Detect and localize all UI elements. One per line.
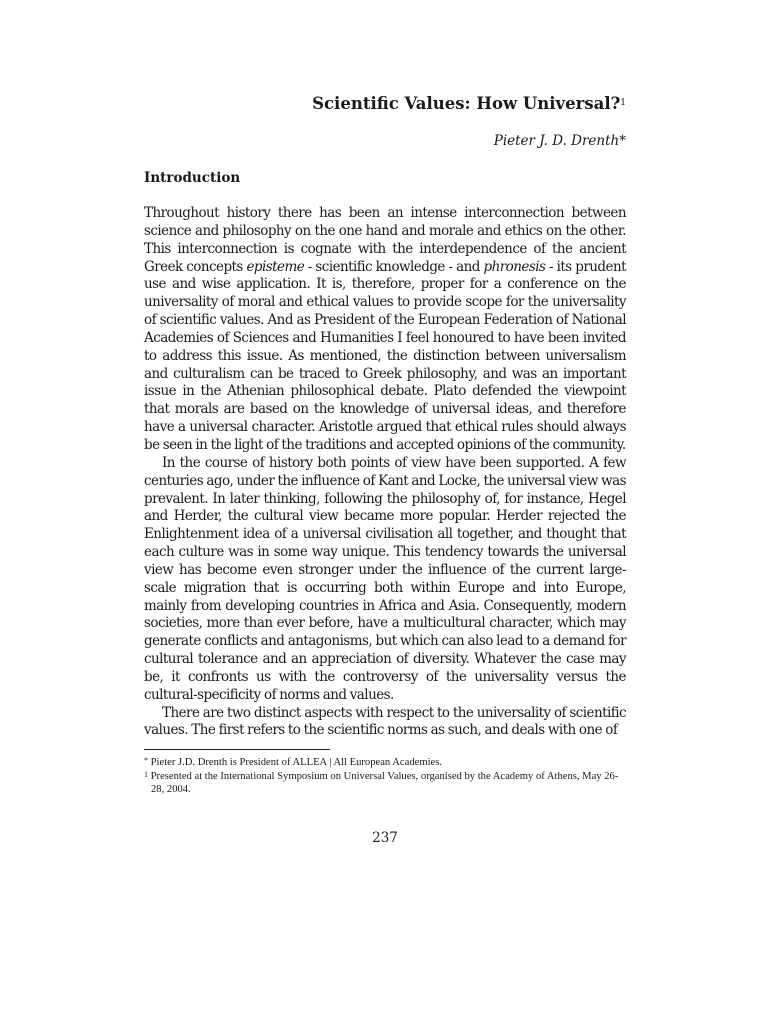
- footnote-divider: [144, 749, 330, 750]
- footnote-text: Presented at the International Symposium on Universal Values, organised by the Academy of Athens, May 26-28, 2004.: [150, 770, 619, 796]
- footnote: [144, 770, 626, 797]
- title-footnote-mark: 1: [620, 98, 626, 108]
- footnote-mark: *: [144, 756, 148, 765]
- author-line: [144, 132, 626, 150]
- paragraph: There are two distinct aspects with respect to the universality of scientific values. The first refers to the scientific norms as such, and deals with one of: [144, 704, 626, 739]
- footnote: [144, 756, 626, 770]
- italic-term: phronesis: [483, 258, 546, 275]
- footnote-mark: 1: [144, 769, 148, 779]
- footnote-text: Pieter J.D. Drenth is President of ALLEA | All European Academies.: [150, 757, 442, 768]
- section-heading: Introduction: [144, 170, 241, 186]
- author-name: Pieter J. D. Drenth: [493, 133, 620, 149]
- article-title: [144, 93, 626, 115]
- paragraph: Throughout history there has been an intense interconnection between science and philosophy on the one hand and morale and ethics on the other. This interconnection is cognate with the interdependence of the ancient Greek concepts episteme - scientific knowledge - and phronesis - its prudent use and wise application. It is, therefore, proper for a conference on the universality of moral and ethical values to provide scope for the universality of scientific values. And as President of the European Federation of National Academies of Sciences and Humanities I feel honoured to have been invited to address this issue. As mentioned, the distinction between universalism and culturalism can be traced to Greek philosophy, and was an important issue in the Athenian philosophical debate. Plato defended the viewpoint that morals are based on the knowledge of universal ideas, and therefore have a universal character. Aristotle argued that ethical rules should always be seen in the light of the traditions and accepted opinions of the community.: [144, 205, 626, 453]
- author-footnote-mark: *: [619, 133, 626, 149]
- title-text: Scientific Values: How Universal?: [312, 94, 621, 113]
- italic-term: episteme: [246, 258, 305, 275]
- footnotes: [144, 756, 626, 797]
- paragraph: In the course of history both points of view have been supported. A few centuries ago, under the influence of Kant and Locke, the universal view was prevalent. In later thinking, following the philosophy of, for instance, Hegel and Herder, the cultural view became more popular. Herder rejected the Enlightenment idea of a universal civilisation all together, and thought that each culture was in some way unique. This tendency towards the universal view has become even stronger under the influence of the current large-scale migration that is occurring both within Europe and into Europe, mainly from developing countries in Africa and Asia. Consequently, modern societies, more than ever before, have a multicultural character, which may generate conflicts and antagonisms, but which can also lead to a demand for cultural tolerance and an appreciation of diversity. Whatever the case may be, it confronts us with the controversy of the universality versus the cultural-specificity of norms and values.: [144, 454, 626, 703]
- page-number: 237: [372, 830, 398, 846]
- body-text: [144, 205, 626, 740]
